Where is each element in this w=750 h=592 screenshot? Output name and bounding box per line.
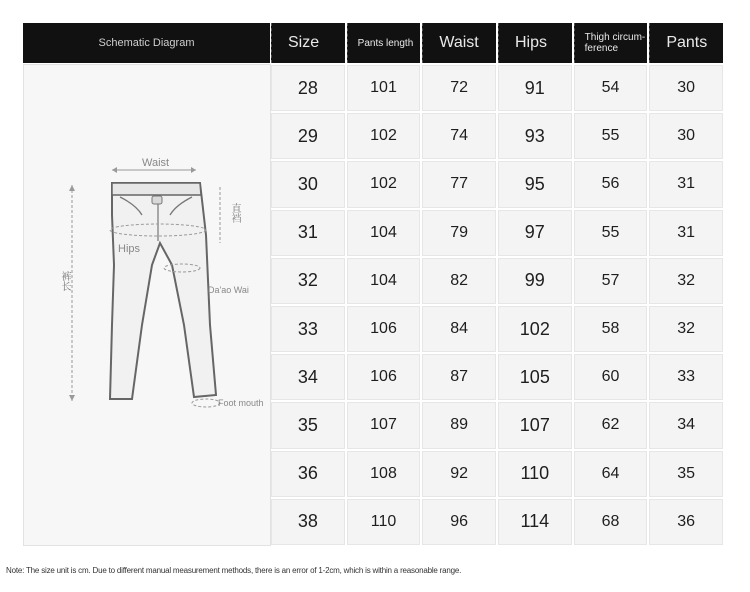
cell-thigh: 64 [574, 451, 648, 497]
cell-length: 102 [347, 161, 421, 207]
header-hips: Hips [498, 23, 572, 63]
cell-waist: 87 [422, 354, 496, 400]
cell-length: 104 [347, 210, 421, 256]
hips-label: Hips [118, 243, 141, 255]
header-thigh: Thigh circum-ference [574, 23, 648, 63]
cell-hips: 114 [498, 499, 572, 545]
rise-label: 直裆 [229, 203, 240, 223]
cell-length: 106 [347, 306, 421, 352]
cell-length: 104 [347, 258, 421, 304]
cell-pants: 32 [649, 306, 723, 352]
cell-waist: 89 [422, 402, 496, 448]
cell-length: 108 [347, 451, 421, 497]
cell-hips: 107 [498, 402, 572, 448]
cell-waist: 96 [422, 499, 496, 545]
cell-waist: 92 [422, 451, 496, 497]
cell-size: 34 [271, 354, 345, 400]
cell-waist: 77 [422, 161, 496, 207]
thigh-label: Da'ao Wai [208, 285, 249, 295]
cell-thigh: 55 [574, 210, 648, 256]
cell-waist: 72 [422, 65, 496, 111]
cell-hips: 95 [498, 161, 572, 207]
cell-pants: 34 [649, 402, 723, 448]
pants-illustration [24, 65, 270, 545]
length-label: 裤长 [59, 271, 70, 291]
cell-size: 31 [271, 210, 345, 256]
cell-thigh: 54 [574, 65, 648, 111]
cell-thigh: 62 [574, 402, 648, 448]
cell-size: 30 [271, 161, 345, 207]
cell-size: 33 [271, 306, 345, 352]
cell-pants: 30 [649, 113, 723, 159]
cell-waist: 74 [422, 113, 496, 159]
cell-thigh: 56 [574, 161, 648, 207]
cell-hips: 91 [498, 65, 572, 111]
cell-hips: 102 [498, 306, 572, 352]
pants-diagram [23, 64, 271, 546]
header-size: Size [271, 23, 345, 63]
cell-length: 107 [347, 402, 421, 448]
cell-hips: 99 [498, 258, 572, 304]
cell-pants: 36 [649, 499, 723, 545]
cell-thigh: 58 [574, 306, 648, 352]
cell-hips: 110 [498, 451, 572, 497]
diagram-title: Schematic Diagram [23, 23, 270, 63]
cell-waist: 82 [422, 258, 496, 304]
cell-length: 110 [347, 499, 421, 545]
cell-pants: 33 [649, 354, 723, 400]
cell-thigh: 68 [574, 499, 648, 545]
cell-length: 101 [347, 65, 421, 111]
cell-pants: 30 [649, 65, 723, 111]
cell-size: 28 [271, 65, 345, 111]
header-pants-length: Pants length [347, 23, 421, 63]
header-waist: Waist [422, 23, 496, 63]
cell-hips: 93 [498, 113, 572, 159]
cell-size: 29 [271, 113, 345, 159]
cell-length: 102 [347, 113, 421, 159]
waist-label: Waist [142, 157, 170, 169]
header-pants: Pants [649, 23, 723, 63]
size-chart [23, 23, 723, 545]
cell-pants: 32 [649, 258, 723, 304]
cell-pants: 31 [649, 210, 723, 256]
size-table [271, 23, 723, 545]
cell-waist: 79 [422, 210, 496, 256]
cell-length: 106 [347, 354, 421, 400]
cell-size: 35 [271, 402, 345, 448]
cell-size: 36 [271, 451, 345, 497]
cell-waist: 84 [422, 306, 496, 352]
size-note: Note: The size unit is cm. Due to different manual measurement methods, there is an error of 1-2cm, which is within a reasonable range. [6, 566, 462, 575]
cell-size: 32 [271, 258, 345, 304]
cell-pants: 35 [649, 451, 723, 497]
cell-thigh: 55 [574, 113, 648, 159]
cell-pants: 31 [649, 161, 723, 207]
cell-size: 38 [271, 499, 345, 545]
cell-hips: 97 [498, 210, 572, 256]
foot-mouth-label: Foot mouth [218, 398, 264, 408]
cell-hips: 105 [498, 354, 572, 400]
cell-thigh: 57 [574, 258, 648, 304]
cell-thigh: 60 [574, 354, 648, 400]
